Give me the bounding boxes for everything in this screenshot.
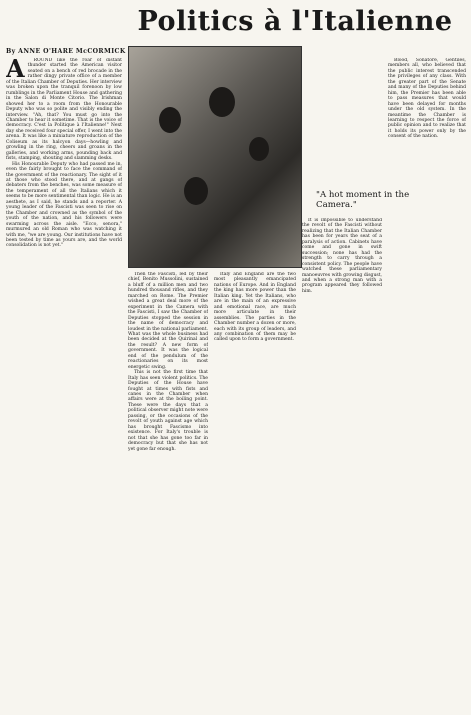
photo-caption: "A hot moment in the Camera." xyxy=(316,190,410,210)
article-photo xyxy=(128,46,302,268)
column-text: Italy and England are the two most pleasantly emancipated nations of Europe. And in England the king has more power than the Italian king. Yet the Italians, who are in the main of an expressive and emotional race, are much more articulate in their assemblies. The parties in the Chamber number a dozen or more, each with its group of leaders, and any combination of them may be called upon to form a government. xyxy=(214,272,296,343)
column-text: Blood, Sonatore, Gentiles, members all, who believed that the public interest transcended the privileges of any class. With the greater part of the Senate and many of the Deputies behind him, the Premier has been able to pass measures that would have been delayed for months under the old system. In the meantime the Chamber is learning to respect the force of public opinion and to realize that it holds its power only by the consent of the nation. xyxy=(388,58,466,140)
photo-figure xyxy=(249,137,269,161)
column-text: This is not the first time that Italy has seen violent politics. The Deputies of the House have fought at times with fists and canes in the Chamber when affairs were at the boiling point. These were the days that a political observer might note were passing, or the occasions of the revolt of youth against age which has brought Fascismo into existence. For Italy's trouble is not that she has gone too far in democracy but that she has not yet gone far enough. xyxy=(128,370,208,452)
column-text: It is impossible to understand the revolt of the Fascisti without realizing that the Italian Chamber has been for years the seat of a paralysis of action. Cabinets have come and gone in swift succession; none has had the strength to carry through a consistent policy. The people have watched these parliamentary manoeuvres with growing disgust, and when a strong man with a program appeared they followed him. xyxy=(302,218,382,294)
article-byline: By ANNE O'HARE McCORMICK xyxy=(6,48,126,55)
column-text: ROUND like the roar of distant thunder started the American visitor seated on a bench of red brocade in the rather dingy private office of a member of the Italian Chamber of Deputies. Her interview was broken upon the tranquil forenoon by low rumblings in the Parliament House and gathering in the Salon di Monte Citorio. The Irishman showed her to a room from the Honourable Deputy who was so polite and visibly ending the interview. "Ah, that? You must go into the Chamber to hear it sometime. That is the voice of democracy. C'est la Politique à l'Italienne!" Next day she received four special offer, I went into the arena. It was like a miniature reproduction of the Coliseum as its halcyon days—howling and growling in the ring, cheers and groans in the galleries, and working arms, pounding back and fists, stamping, shouting and slamming desks. xyxy=(6,58,122,162)
column-text: His Honourable Deputy who had passed me in, even the fairly brought to face the command of the government of the reactionary. The sight of it at those who stood there, and at gangs of debaters from the benches, was some measure of the temperament of all the Italians which it seems to be more sentimental than logic. He is an aesthete, as I said, he stands and a reporter. A young leader of the Fascisti was seen to rise on the Chamber and crowned as the symbol of the youth of the nation, and his followers were swarming across the aisle. "Ecco, senora," murmured an old Roman who was watching it with me, "we are young. Our institutions have not been tested by time as yours are, and the world consolidation is not yet." xyxy=(6,161,122,249)
text-column-4 xyxy=(302,218,382,708)
text-column-2 xyxy=(128,272,208,708)
text-column-1 xyxy=(6,58,122,708)
column-text: Then the Fascisti, led by their chief, Benito Mussolini, sustained a bluff of a million men and two hundred thousand rifles, and they marched on Rome. The Premier wished a great deal more of the experiment in the Camera with the Fascisti, I saw the Chamber of Deputies stopped the session in the name of democracy and loudest in the national parliament. What was the whole business had been decided at the Quirinal and the result? A new form of government. It was the logical end of the pendulum of the reactionaries on its most energetic swing. xyxy=(128,272,208,370)
text-column-5 xyxy=(388,58,466,708)
text-column-3 xyxy=(214,272,296,708)
photo-figure xyxy=(184,177,208,205)
drop-cap: A xyxy=(6,58,25,83)
article-title: Politics à l'Italienne xyxy=(137,6,453,37)
photo-figure xyxy=(209,87,235,117)
photo-figure xyxy=(159,107,181,133)
